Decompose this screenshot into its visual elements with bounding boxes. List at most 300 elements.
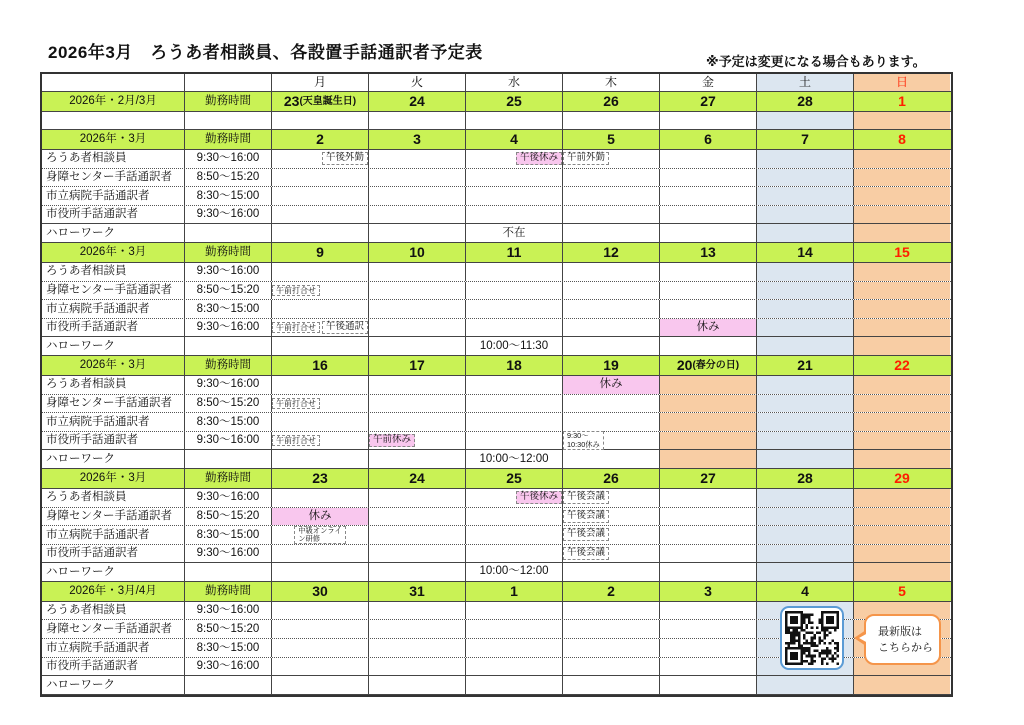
day-cell [272,526,369,544]
week-label: 2026年・3月 [42,356,185,375]
day-cell [369,676,466,694]
bubble-tail-inner [859,633,868,643]
date-number: 28 [797,469,813,486]
date-number: 16 [312,356,328,373]
week-block-2 [42,243,951,356]
latest-version-bubble [864,614,941,665]
day-cell [757,337,854,355]
staff-name: ろうあ者相談員 [42,263,185,281]
staff-name: ろうあ者相談員 [42,376,185,394]
date-cell [272,356,369,375]
day-cell [854,563,950,581]
date-cell [466,243,563,262]
weekday-cell-金: 金 [660,74,757,91]
day-cell [369,300,466,318]
staff-row [42,376,951,395]
date-cell [466,469,563,488]
day-cell [466,224,563,242]
staff-hours: 8:30～15:00 [185,526,272,544]
staff-row [42,337,951,356]
date-cell [563,356,660,375]
staff-hours: 8:30～15:00 [185,187,272,205]
day-cell [854,489,950,507]
day-cell [466,545,563,563]
schedule-entry: 午前外勤 [563,152,609,165]
day-cell [660,337,757,355]
staff-row [42,676,951,695]
day-cell [369,224,466,242]
staff-hours [185,224,272,242]
weekday-header-row [42,74,951,92]
staff-hours: 8:50～15:20 [185,508,272,526]
schedule-entry: 午後通訳 [322,321,368,334]
date-number: 20 [676,356,693,373]
date-number: 24 [409,469,425,486]
date-number: 5 [898,582,906,599]
day-cell [757,432,854,450]
day-cell [369,187,466,205]
date-header-row [42,130,951,150]
day-cell [563,450,660,468]
day-cell [563,300,660,318]
day-cell [660,395,757,413]
day-cell [466,658,563,676]
day-cell [369,602,466,620]
date-cell [272,469,369,488]
schedule-entry: 午後会議 [563,547,609,560]
schedule-entry: 午後休み [516,152,562,165]
day-cell [563,150,660,168]
staff-row [42,450,951,469]
day-cell [757,150,854,168]
date-cell [757,356,854,375]
week-label: 2026年・2月/3月 [42,92,185,111]
day-cell [660,508,757,526]
schedule-entry: 午後会議 [563,491,609,504]
day-cell [563,545,660,563]
day-cell [466,413,563,431]
weekday-cell-火: 火 [369,74,466,91]
day-cell [757,526,854,544]
day-cell [563,169,660,187]
day-cell [466,620,563,638]
day-cell [660,187,757,205]
staff-name: 市立病院手話通訳者 [42,300,185,318]
qr-pattern [785,611,839,665]
day-cell [369,169,466,187]
day-cell [757,376,854,394]
staff-name: ハローワーク [42,450,185,468]
schedule-entry: 午後会議 [563,528,609,541]
date-number: 12 [603,243,619,260]
day-cell [563,206,660,224]
day-cell [563,676,660,694]
date-number: 1 [898,92,906,109]
day-cell [854,545,950,563]
date-cell [466,92,563,111]
day-cell [854,319,950,337]
holiday-name: (天皇誕生日) [299,96,357,107]
staff-hours: 9:30～16:00 [185,150,272,168]
schedule-entry: 午後外勤 [322,152,368,165]
week-label: 2026年・3月/4月 [42,582,185,601]
day-cell [854,450,950,468]
hours-label: 勤務時間 [185,92,272,111]
day-cell [369,150,466,168]
week-block-0 [42,92,951,130]
day-cell [854,263,950,281]
date-number: 28 [797,92,813,109]
day-cell [466,282,563,300]
date-number: 23 [312,469,328,486]
week-label: 2026年・3月 [42,243,185,262]
weekday-cell-木: 木 [563,74,660,91]
day-cell [272,450,369,468]
day-cell [272,432,369,450]
schedule-entry: 午前打合せ [272,322,320,333]
date-number: 13 [700,243,716,260]
day-cell [563,639,660,657]
day-cell [563,620,660,638]
day-cell [854,376,950,394]
hours-label: 勤務時間 [185,582,272,601]
staff-name: 市役所手話通訳者 [42,658,185,676]
day-cell [854,150,950,168]
staff-row [42,489,951,508]
staff-hours [185,337,272,355]
staff-hours: 8:50～15:20 [185,395,272,413]
date-cell [272,130,369,149]
staff-row [42,263,951,282]
staff-name: 市役所手話通訳者 [42,319,185,337]
staff-hours: 9:30～16:00 [185,658,272,676]
day-cell [660,206,757,224]
day-cell [757,282,854,300]
dayoff-cell: 休み [660,319,757,337]
day-cell [563,563,660,581]
bubble-text: 最新版は [878,625,922,638]
day-cell [660,639,757,657]
day-cell [854,169,950,187]
holiday-name: (春分の日) [692,359,740,371]
schedule-entry: 10:00～12:00 [479,565,549,578]
qr-code [780,606,844,670]
corner-cell [42,74,185,91]
date-cell [854,469,950,488]
schedule-table [40,72,953,697]
day-cell [272,602,369,620]
staff-name: 市役所手話通訳者 [42,432,185,450]
schedule-entry: 中級オンライ ン研修 [294,526,346,545]
schedule-entry: 午前休み [369,434,415,447]
day-cell [757,545,854,563]
date-cell [369,356,466,375]
schedule-entry: 午前打合せ [272,398,320,409]
day-cell [272,676,369,694]
day-cell [563,282,660,300]
day-cell [854,526,950,544]
schedule-entry: 午後休み [516,491,562,504]
date-number: 18 [506,356,522,373]
date-number: 26 [603,469,619,486]
date-cell [660,243,757,262]
date-number: 25 [506,92,522,109]
date-number: 26 [603,92,619,109]
date-cell [563,582,660,601]
schedule-entry: 10:00～12:00 [479,452,549,465]
day-cell [272,206,369,224]
day-cell [660,112,757,129]
staff-row [42,545,951,564]
day-cell [757,206,854,224]
staff-hours: 9:30～16:00 [185,319,272,337]
staff-name: 身障センター手話通訳者 [42,282,185,300]
staff-name: 身障センター手話通訳者 [42,508,185,526]
day-cell [854,112,950,129]
staff-hours: 9:30～16:00 [185,432,272,450]
staff-name: ハローワーク [42,676,185,694]
day-cell [272,112,369,129]
day-cell [854,413,950,431]
day-cell [466,376,563,394]
day-cell [369,620,466,638]
date-number: 2 [607,582,615,599]
day-cell [660,526,757,544]
date-cell [369,130,466,149]
staff-row [42,187,951,206]
date-cell [563,130,660,149]
staff-hours [185,563,272,581]
day-cell [272,169,369,187]
day-cell [272,282,369,300]
date-number: 3 [704,582,712,599]
staff-hours: 9:30～16:00 [185,489,272,507]
date-number: 21 [797,356,813,373]
staff-hours: 9:30～16:00 [185,376,272,394]
staff-name: 身障センター手話通訳者 [42,620,185,638]
schedule-entry: 午前打合せ [272,435,320,446]
day-cell [757,395,854,413]
day-cell [369,450,466,468]
day-cell [466,150,563,168]
day-cell [563,658,660,676]
staff-hours: 8:50～15:20 [185,282,272,300]
day-cell [660,545,757,563]
staff-row [42,526,951,545]
page-title: 2026年3月 ろうあ者相談員、各設置手話通訳者予定表 [48,43,483,62]
date-number: 9 [316,243,324,260]
day-cell [272,224,369,242]
schedule-entry: 9:30～ 10:30休み [563,431,604,450]
staff-row [42,395,951,414]
date-cell [757,243,854,262]
schedule-entry: 不在 [502,226,526,239]
day-cell [854,395,950,413]
table-cell [185,112,272,129]
day-cell [757,508,854,526]
day-cell [466,395,563,413]
date-cell [563,243,660,262]
day-cell [369,395,466,413]
day-cell [369,112,466,129]
date-number: 30 [312,582,328,599]
date-number: 6 [704,130,712,147]
staff-name: 市立病院手話通訳者 [42,639,185,657]
date-cell [466,130,563,149]
date-cell [466,356,563,375]
day-cell [272,376,369,394]
day-cell [466,602,563,620]
day-cell [757,224,854,242]
staff-hours [185,676,272,694]
date-number: 8 [898,130,906,147]
date-number: 4 [801,582,809,599]
date-number: 3 [413,130,421,147]
day-cell [660,489,757,507]
day-cell [466,206,563,224]
staff-name: ろうあ者相談員 [42,150,185,168]
staff-hours: 9:30～16:00 [185,206,272,224]
staff-hours: 9:30～16:00 [185,545,272,563]
date-number: 23 [283,92,300,109]
date-cell [466,582,563,601]
day-cell [757,450,854,468]
day-cell [369,376,466,394]
day-cell [369,639,466,657]
date-number: 25 [506,469,522,486]
date-cell [272,243,369,262]
staff-name: 身障センター手話通訳者 [42,395,185,413]
day-cell [660,224,757,242]
day-cell [272,563,369,581]
staff-hours: 8:50～15:20 [185,620,272,638]
day-cell [563,489,660,507]
date-cell [369,469,466,488]
schedule-entry: 10:00～11:30 [479,339,549,352]
date-cell [757,469,854,488]
day-cell [660,563,757,581]
date-cell [757,92,854,111]
day-cell [272,300,369,318]
date-cell [563,92,660,111]
day-cell [854,676,950,694]
weekday-cell-月: 月 [272,74,369,91]
week-block-3 [42,356,951,469]
day-cell [563,263,660,281]
day-cell [660,432,757,450]
dayoff-cell: 休み [272,508,369,526]
day-cell [757,300,854,318]
staff-hours: 9:30～16:00 [185,602,272,620]
day-cell [660,658,757,676]
staff-name: 市立病院手話通訳者 [42,526,185,544]
week-block-5 [42,582,951,695]
date-cell [660,469,757,488]
day-cell [369,508,466,526]
date-number: 17 [409,356,425,373]
weekday-cell-水: 水 [466,74,563,91]
day-cell [369,206,466,224]
schedule-entry: 午前打合せ [272,285,320,296]
staff-row [42,300,951,319]
day-cell [563,413,660,431]
staff-hours: 8:50～15:20 [185,169,272,187]
day-cell [757,413,854,431]
date-cell [757,582,854,601]
date-cell [272,582,369,601]
day-cell [369,319,466,337]
staff-name: 身障センター手話通訳者 [42,169,185,187]
day-cell [563,432,660,450]
day-cell [854,187,950,205]
staff-row [42,563,951,582]
date-number: 22 [894,356,910,373]
day-cell [466,263,563,281]
date-cell [563,469,660,488]
staff-name: ろうあ者相談員 [42,489,185,507]
date-number: 7 [801,130,809,147]
day-cell [466,489,563,507]
date-number: 2 [316,130,324,147]
date-number: 31 [409,582,425,599]
staff-name: 市役所手話通訳者 [42,545,185,563]
staff-hours [185,450,272,468]
day-cell [272,620,369,638]
hours-label: 勤務時間 [185,356,272,375]
date-number: 4 [510,130,518,147]
day-cell [466,526,563,544]
date-number: 5 [607,130,615,147]
day-cell [369,413,466,431]
date-cell [854,356,950,375]
day-cell [466,432,563,450]
day-cell [466,337,563,355]
day-cell [660,263,757,281]
staff-hours: 8:30～15:00 [185,300,272,318]
day-cell [854,224,950,242]
staff-hours: 9:30～16:00 [185,263,272,281]
date-cell [369,243,466,262]
date-cell [854,130,950,149]
hours-label: 勤務時間 [185,130,272,149]
day-cell [272,263,369,281]
staff-name: ハローワーク [42,563,185,581]
day-cell [660,602,757,620]
staff-row [42,150,951,169]
day-cell [757,263,854,281]
day-cell [369,282,466,300]
staff-row [42,432,951,451]
day-cell [854,432,950,450]
schedule-entry: 午後会議 [563,510,609,523]
staff-name: ハローワーク [42,224,185,242]
day-cell [272,639,369,657]
day-cell [272,545,369,563]
day-cell [757,489,854,507]
day-cell [369,432,466,450]
day-cell [369,563,466,581]
day-cell [272,150,369,168]
day-cell [757,563,854,581]
day-cell [660,169,757,187]
staff-row [42,169,951,188]
staff-name: 市役所手話通訳者 [42,206,185,224]
weekday-cell-日: 日 [854,74,950,91]
date-header-row [42,243,951,263]
day-cell [563,602,660,620]
date-number: 10 [409,243,425,260]
blank-row [42,112,951,130]
